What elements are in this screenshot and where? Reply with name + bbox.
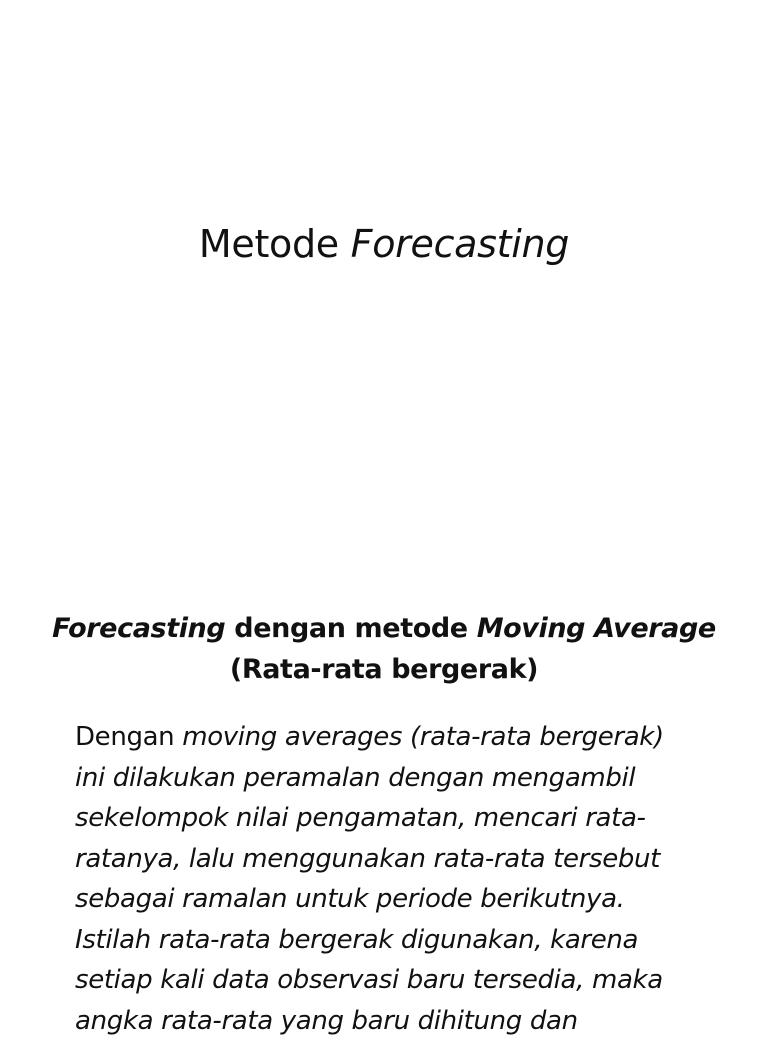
- body-line-8: angka rata-rata yang baru dihitung dan: [75, 1001, 735, 1041]
- section-heading: [0, 608, 768, 690]
- title-italic-text: Forecasting: [351, 222, 569, 266]
- slide-title: [0, 216, 768, 272]
- body-line-6: Istilah rata-rata bergerak digunakan, karena: [75, 920, 735, 961]
- heading-line-2: (Rata-rata bergerak): [0, 649, 768, 690]
- body-line-5: sebagai ramalan untuk periode berikutnya.: [75, 879, 735, 920]
- body-paragraph: [75, 717, 735, 1041]
- heading-italic-moving-average: Moving Average: [477, 613, 716, 644]
- body-line-1-plain: Dengan: [75, 722, 182, 752]
- heading-italic-forecasting: Forecasting: [52, 613, 225, 644]
- body-line-1: [75, 717, 735, 758]
- body-line-7: setiap kali data observasi baru tersedia, maka: [75, 960, 735, 1001]
- heading-plain-text: dengan metode: [225, 613, 476, 644]
- title-plain-text: Metode: [199, 222, 351, 266]
- body-line-2: ini dilakukan peramalan dengan mengambil: [75, 758, 735, 799]
- body-line-1-italic: moving averages (rata-rata bergerak): [182, 722, 664, 752]
- body-line-3: sekelompok nilai pengamatan, mencari rata-: [75, 798, 735, 839]
- heading-line-1: [0, 608, 768, 649]
- body-line-4: ratanya, lalu menggunakan rata-rata tersebut: [75, 839, 735, 880]
